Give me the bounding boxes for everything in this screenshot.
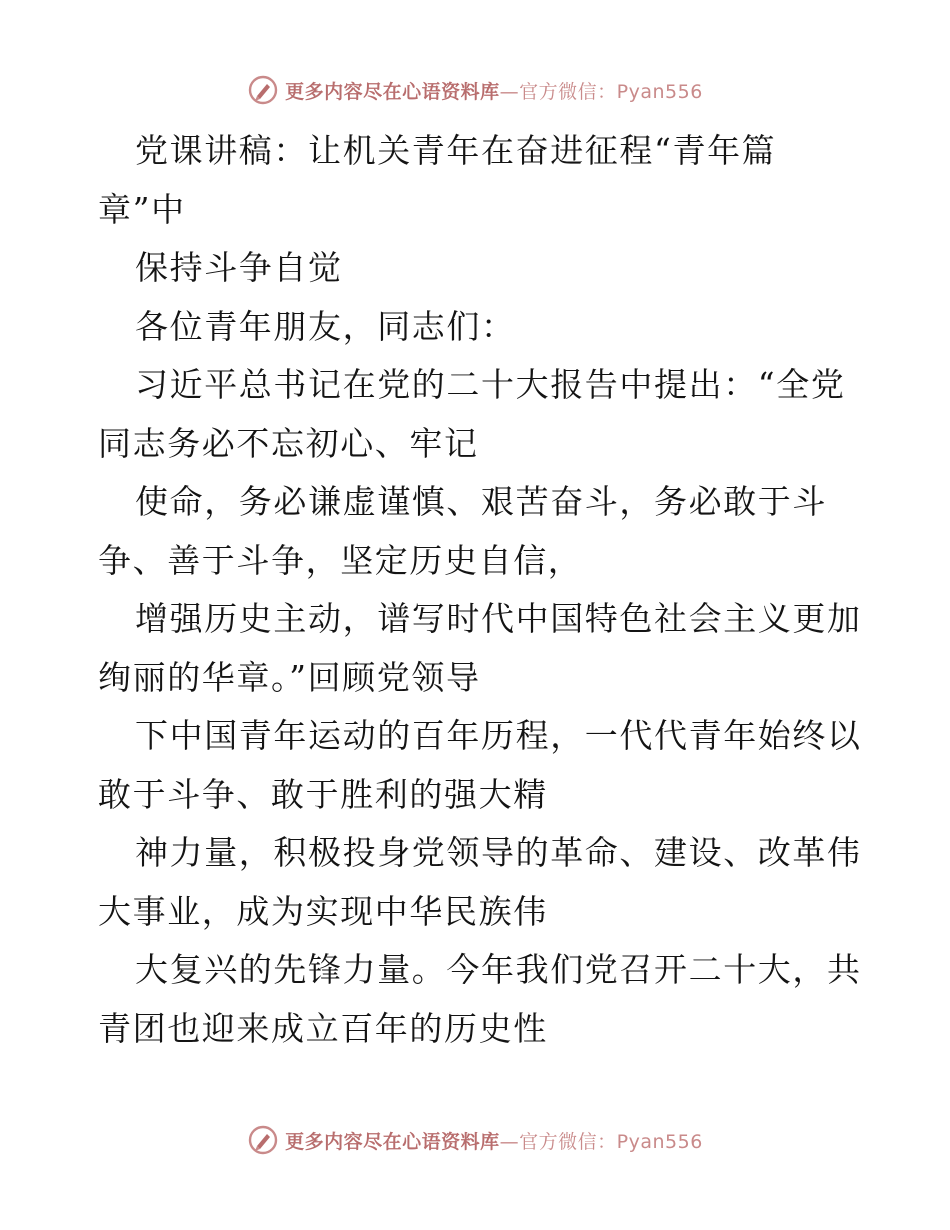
text-line: 青团也迎来成立百年的历史性 xyxy=(98,1008,548,1048)
text-line: 争、善于斗争，坚定历史自信， xyxy=(98,540,583,580)
text-line: 大事业，成为实现中华民族伟 xyxy=(98,891,548,931)
watermark-text: 更多内容尽在心语资料库—官方微信：Pyan556 xyxy=(285,80,703,103)
text-line: 绚丽的华章。”回顾党领导 xyxy=(98,657,481,697)
header-watermark xyxy=(0,70,950,110)
text-line: 使命，务必谦虚谨慎、艰苦奋斗，务必敢于斗 xyxy=(135,482,827,521)
text-line: 党课讲稿：让机关青年在奋进征程“青年篇 xyxy=(135,131,777,170)
footer-watermark xyxy=(0,1120,950,1160)
text-line: 下中国青年运动的百年历程，一代代青年始终以 xyxy=(135,716,862,755)
text-line: 保持斗争自觉 xyxy=(135,248,343,287)
watermark-text: 更多内容尽在心语资料库—官方微信：Pyan556 xyxy=(285,1130,703,1153)
text-line: 神力量，积极投身党领导的革命、建设、改革伟 xyxy=(135,833,862,872)
pen-logo-icon xyxy=(247,74,279,106)
text-line: 敢于斗争、敢于胜利的强大精 xyxy=(98,774,548,814)
pen-logo-icon xyxy=(247,1124,279,1156)
text-line: 章”中 xyxy=(98,189,186,229)
document-body xyxy=(98,122,862,1058)
text-line: 同志务必不忘初心、牢记 xyxy=(98,423,479,463)
text-line: 各位青年朋友，同志们： xyxy=(135,306,516,346)
text-line: 大复兴的先锋力量。今年我们党召开二十大，共 xyxy=(135,950,862,989)
text-line: 增强历史主动，谱写时代中国特色社会主义更加 xyxy=(135,599,862,638)
text-line: 习近平总书记在党的二十大报告中提出：“全党 xyxy=(135,365,846,404)
